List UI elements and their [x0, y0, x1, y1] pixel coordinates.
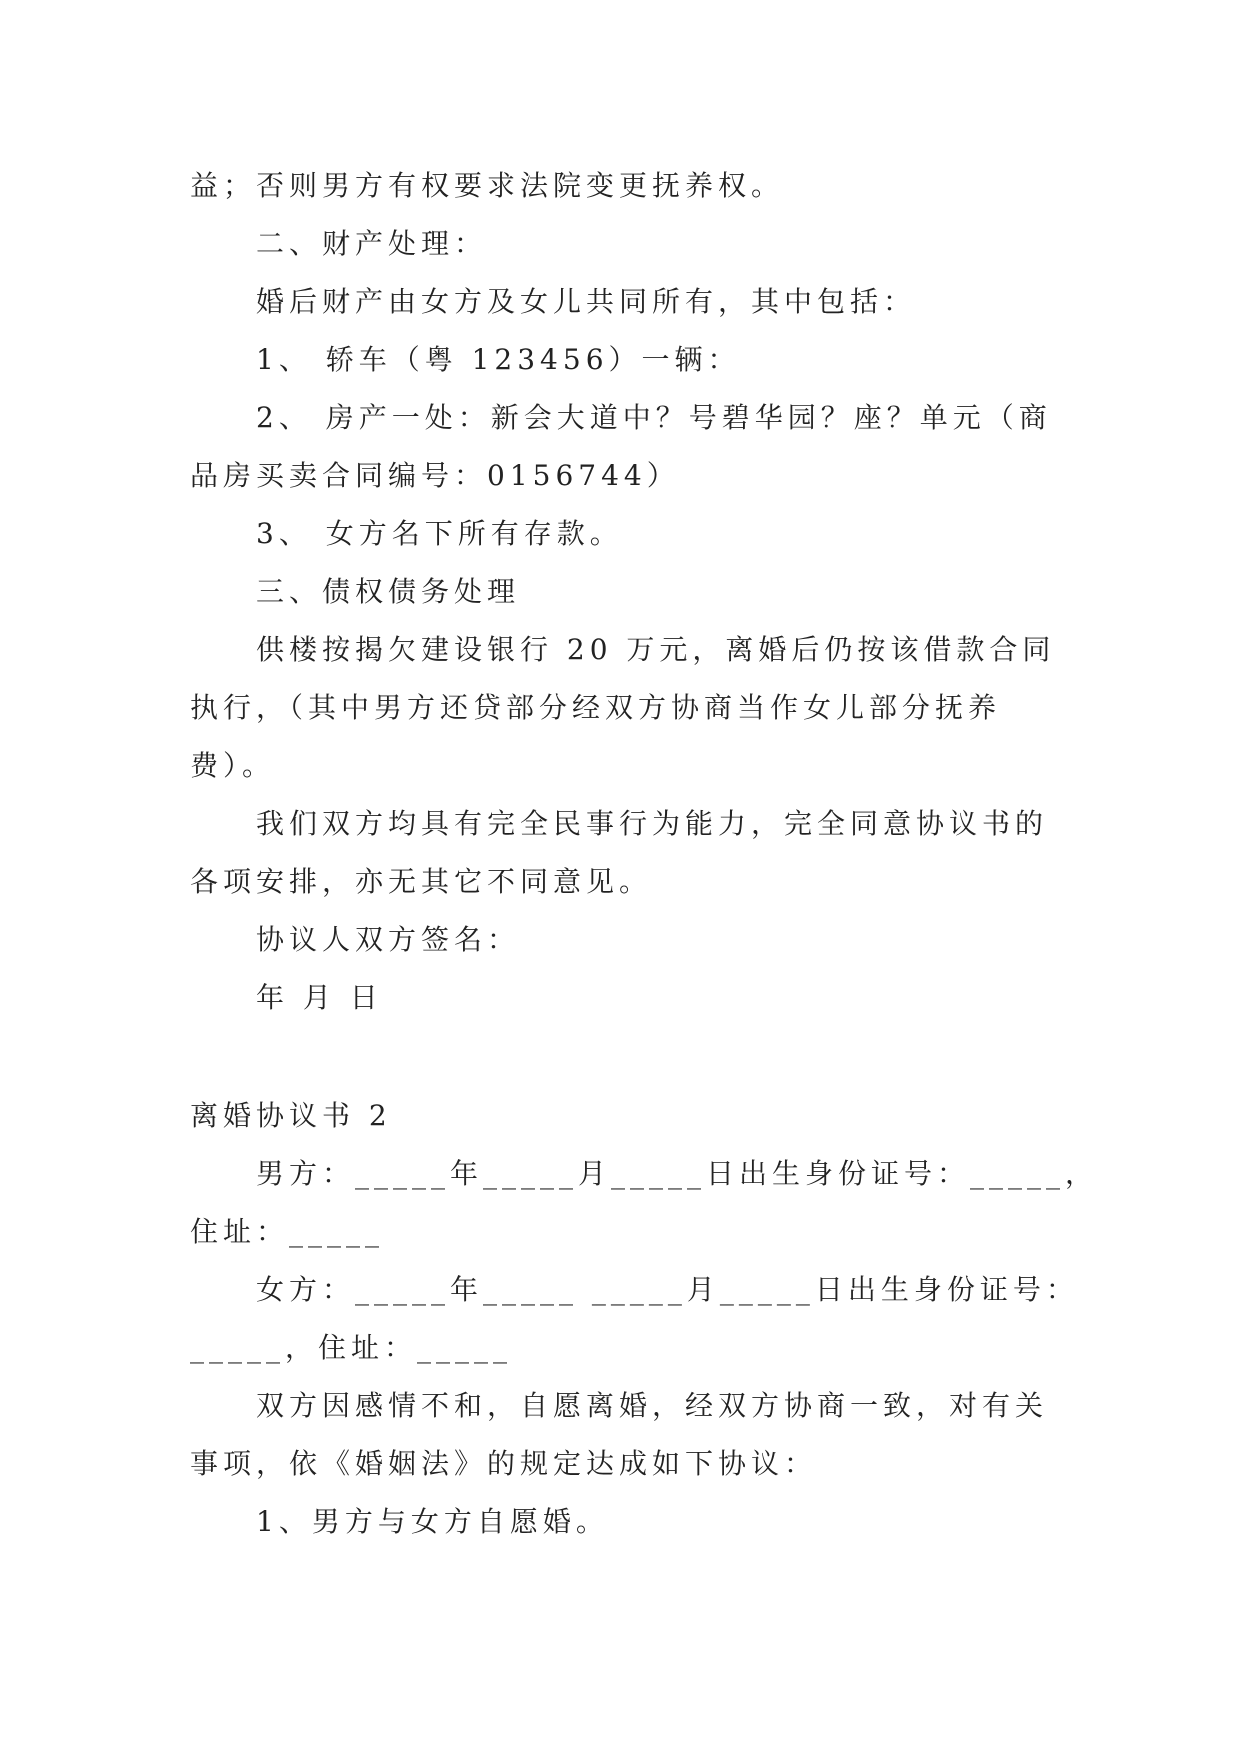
text-line: 双方因感情不和，自愿离婚，经双方协商一致，对有关	[256, 1389, 1049, 1422]
text-line: 执行，（其中男方还贷部分经双方协商当作女儿部分抚养	[190, 691, 1002, 724]
date-line: 年 月 日	[256, 981, 383, 1014]
document-title: 离婚协议书 2	[190, 1099, 392, 1132]
section-heading: 三、债权债务处理	[256, 575, 521, 608]
form-line: 住址：_____	[190, 1215, 385, 1248]
form-line-female: 女方：_____年_____ _____月_____日出生身份证号：	[256, 1273, 1079, 1306]
form-line: _____，住址：_____	[190, 1331, 513, 1364]
signature-label: 协议人双方签名：	[256, 923, 521, 956]
list-item: 3、 女方名下所有存款。	[256, 517, 623, 550]
list-item: 1、 轿车（粤 123456）一辆：	[256, 343, 741, 376]
text-line: 事项，依《婚姻法》的规定达成如下协议：	[190, 1447, 818, 1480]
text-line: 供楼按揭欠建设银行 20 万元，离婚后仍按该借款合同	[256, 633, 1056, 666]
section-heading: 二、财产处理：	[256, 227, 488, 260]
text-line: 我们双方均具有完全民事行为能力，完全同意协议书的	[256, 807, 1049, 840]
list-item: 1、男方与女方自愿婚。	[256, 1505, 609, 1538]
text-line: 益；否则男方有权要求法院变更抚养权。	[190, 169, 785, 202]
list-item: 2、 房产一处：新会大道中？号碧华园？座？单元（商	[256, 401, 1052, 434]
form-line-male: 男方：_____年_____月_____日出生身份证号：_____，	[256, 1157, 1099, 1190]
text-line: 品房买卖合同编号：0156744）	[190, 459, 680, 492]
text-line: 费）。	[190, 749, 276, 782]
text-line: 各项安排，亦无其它不同意见。	[190, 865, 653, 898]
text-line: 婚后财产由女方及女儿共同所有，其中包括：	[256, 285, 917, 318]
